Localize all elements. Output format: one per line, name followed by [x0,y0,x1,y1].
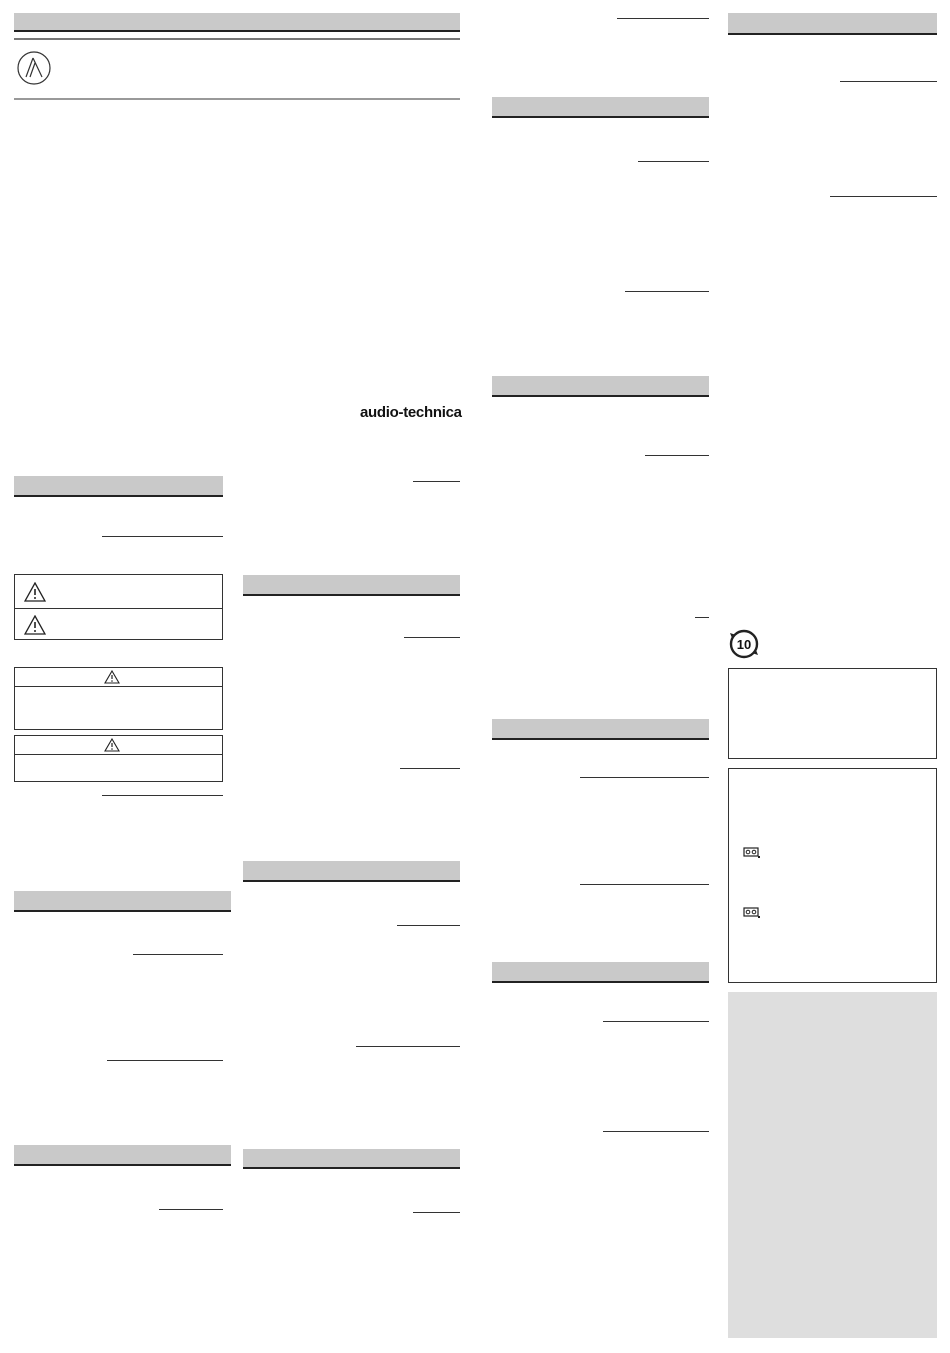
caution-triangle-icon [24,615,46,635]
header-bar [14,13,460,32]
brand-wordmark: audio-technica [360,404,462,421]
subheading-rule [404,637,460,638]
subheading-rule [102,795,223,796]
caution-triangle-icon [104,738,120,752]
battery-icon [743,847,761,859]
warning-box [14,667,223,730]
section-bar [243,861,460,882]
section-bar [14,1145,231,1166]
subheading-rule [830,196,937,197]
environment-protection-period-icon [728,628,760,660]
subheading-rule [159,1209,223,1210]
section-bar-safety [14,476,223,497]
subheading-rule [133,954,223,955]
audio-technica-logo-icon [16,50,52,86]
warning-box-divider [15,686,222,687]
disposal-notice-box [728,668,937,759]
subheading-rule [645,455,709,456]
subheading-rule [356,1046,460,1047]
header-rule-bottom [14,98,460,100]
subheading-rule [580,884,709,885]
subheading-rule [413,1212,460,1213]
section-bar [492,719,709,740]
caution-box [14,735,223,782]
section-bar [492,962,709,983]
warning-legend-divider [15,608,222,609]
section-bar [243,575,460,596]
subheading-rule [107,1060,223,1061]
section-bar [492,97,709,118]
caution-box-divider [15,754,222,755]
header-rule-top [14,38,460,40]
subheading-rule [400,768,460,769]
section-bar [243,1149,460,1169]
subheading-rule [397,925,460,926]
subheading-rule [603,1021,709,1022]
battery-icon [743,907,761,919]
gray-info-panel [728,992,937,1338]
warning-triangle-icon [24,582,46,602]
subheading-rule [638,161,709,162]
section-bar [14,891,231,912]
subheading-rule [580,777,709,778]
warning-legend-box [14,574,223,640]
section-bar [492,376,709,397]
svg-text:10: 10 [736,637,752,652]
subheading-rule [695,617,709,618]
subheading-rule [625,291,709,292]
battery-notice-box [728,768,937,983]
warning-triangle-icon [104,670,120,684]
subheading-rule [603,1131,709,1132]
subheading-rule [102,536,223,537]
subheading-rule [840,81,937,82]
subheading-rule [413,481,460,482]
subheading-rule [617,18,709,19]
section-bar [728,13,937,35]
